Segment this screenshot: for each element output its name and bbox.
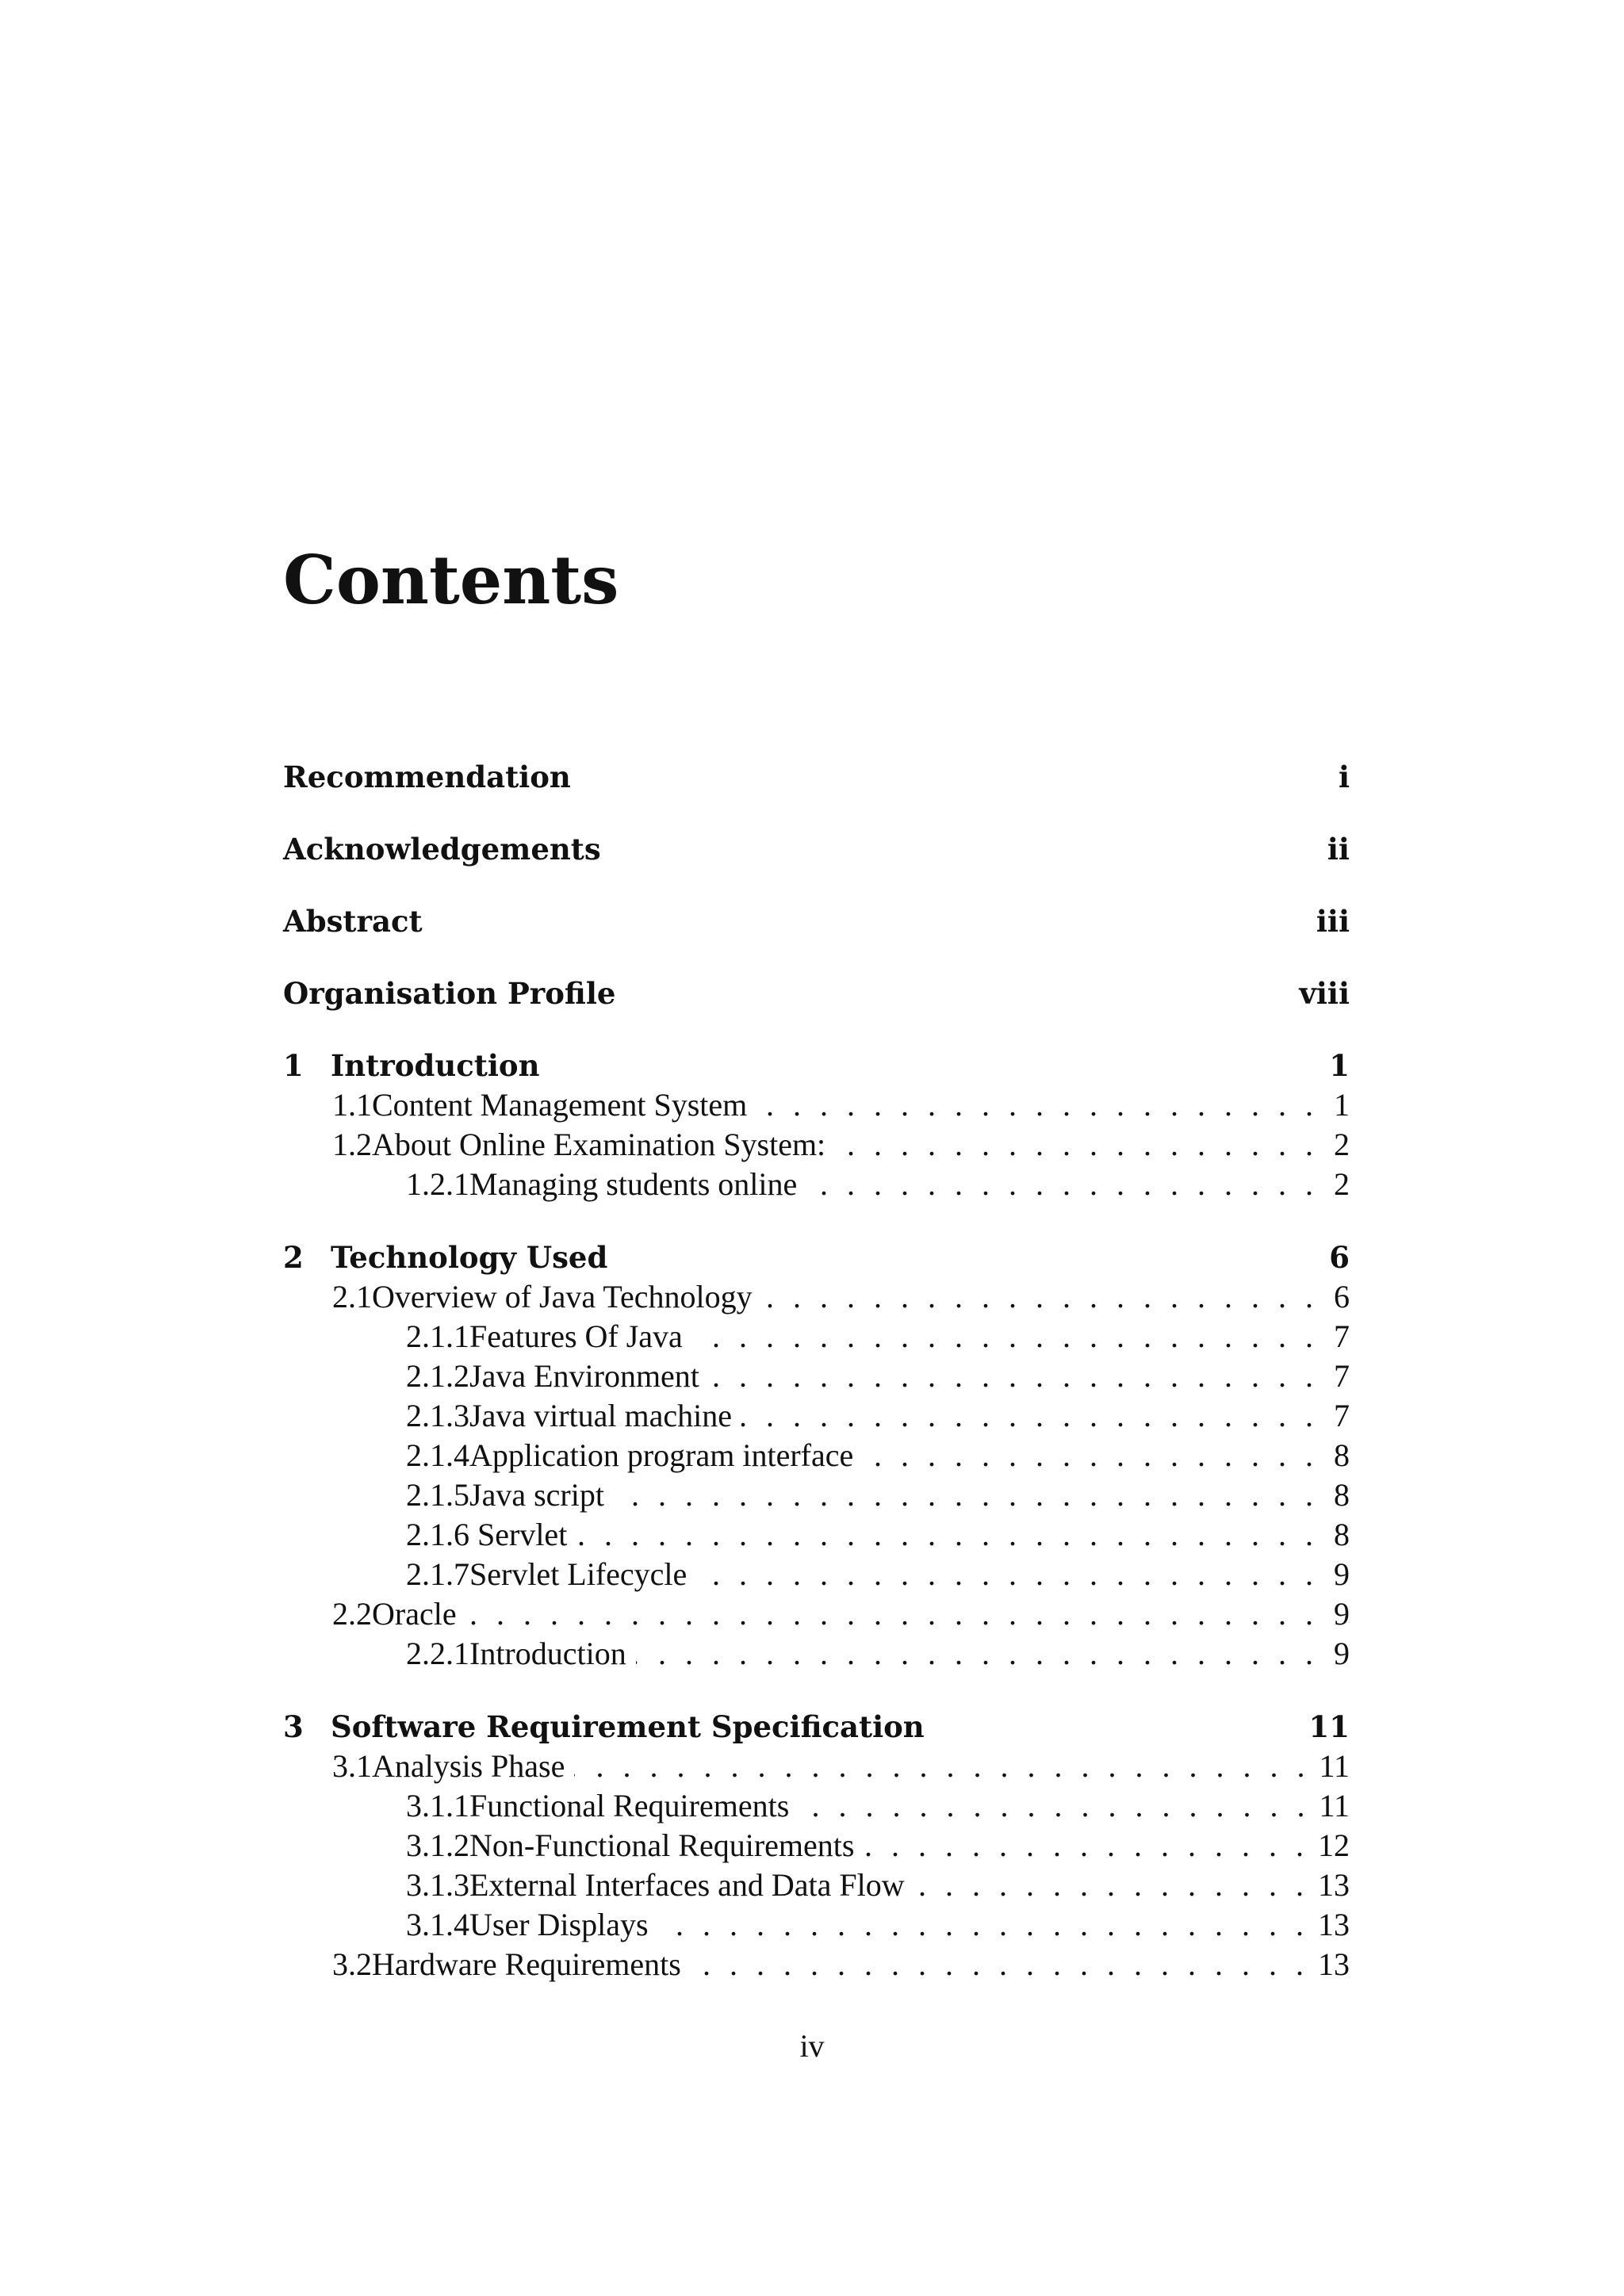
toc-chapter-number: 1	[283, 1048, 304, 1083]
toc-entry-number: 3.2	[332, 1946, 372, 1982]
page-title: Contents	[283, 541, 619, 619]
toc-entry-number: 3.1	[332, 1748, 372, 1784]
toc-entry-page: ii	[1327, 832, 1350, 867]
toc-entry-recommendation[interactable]	[283, 757, 1350, 797]
toc-entry-organisation-profile[interactable]	[283, 974, 1350, 1013]
toc-entry-number: 2.1.7	[406, 1556, 469, 1592]
toc-entry-1-2-1[interactable]	[283, 1165, 1350, 1204]
toc-entry-number: 2.1.5	[406, 1477, 469, 1513]
toc-entry-number: 2.1.2	[406, 1358, 469, 1394]
toc-entry-title: About Online Examination System:	[372, 1127, 826, 1162]
toc-entry-2-1-1[interactable]	[283, 1317, 1350, 1357]
toc-entry-title: Oracle	[372, 1596, 457, 1632]
toc-entry-number: 3.1.1	[406, 1788, 469, 1823]
toc-entry-page: 9	[1334, 1556, 1350, 1592]
toc-entry-abstract[interactable]	[283, 901, 1350, 941]
toc-entry-3-1[interactable]	[283, 1747, 1350, 1786]
toc-entry-title: Hardware Requirements	[372, 1946, 681, 1982]
toc-entry-title: Content Management System	[372, 1087, 748, 1123]
toc-leader-dots	[864, 1826, 1304, 1866]
toc-entry-2-1-5[interactable]	[283, 1475, 1350, 1515]
toc-entry-3-1-2[interactable]	[283, 1826, 1350, 1866]
toc-entry-number: 2.1.6	[406, 1517, 469, 1552]
toc-entry-2-2-1[interactable]	[283, 1634, 1350, 1674]
toc-entry-page: 6	[1334, 1279, 1350, 1314]
toc-entry-title: Servlet Lifecycle	[469, 1556, 688, 1592]
toc-entry-page: viii	[1299, 976, 1350, 1011]
toc-entry-number: 2.2	[332, 1596, 372, 1632]
toc-leader-dots	[636, 1634, 1313, 1674]
toc-entry-page: 13	[1318, 1867, 1350, 1903]
toc-entry-title: Recommendation	[283, 760, 571, 794]
toc-entry-page: 7	[1334, 1398, 1350, 1433]
toc-leader-dots	[466, 1594, 1313, 1634]
toc-entry-page: 13	[1318, 1907, 1350, 1942]
toc-leader-dots	[741, 1396, 1313, 1436]
toc-entry-title: Acknowledgements	[283, 832, 601, 867]
toc-entry-3-1-3[interactable]	[283, 1866, 1350, 1905]
toc-entry-3-2[interactable]	[283, 1945, 1350, 1984]
toc-entry-number: 1.1	[332, 1087, 372, 1123]
toc-entry-1-1[interactable]	[283, 1085, 1350, 1125]
toc-leader-dots	[574, 1747, 1304, 1786]
toc-chapter-1[interactable]	[283, 1046, 1350, 1085]
toc-chapter-title: Introduction	[331, 1048, 540, 1083]
toc-entry-page: 8	[1334, 1477, 1350, 1513]
toc-entry-2-2[interactable]	[283, 1594, 1350, 1634]
toc-chapter-2[interactable]	[283, 1238, 1350, 1277]
toc-entry-2-1-2[interactable]	[283, 1357, 1350, 1396]
toc-entry-page: 11	[1319, 1748, 1350, 1784]
toc-entry-page: 7	[1334, 1358, 1350, 1394]
toc-entry-title: Java Environment	[469, 1358, 699, 1394]
toc-leader-dots	[756, 1085, 1313, 1125]
toc-entry-1-2[interactable]	[283, 1125, 1350, 1165]
toc-entry-number: 2.1.4	[406, 1437, 469, 1473]
toc-entry-page: 2	[1334, 1166, 1350, 1202]
toc-leader-dots	[709, 1357, 1313, 1396]
toc-chapter-number: 3	[283, 1709, 304, 1744]
toc-entry-title: Overview of Java Technology	[372, 1279, 753, 1314]
toc-entry-page: iii	[1316, 904, 1350, 939]
toc-leader-dots	[914, 1866, 1304, 1905]
toc-entry-page: 9	[1334, 1596, 1350, 1632]
toc-chapter-3[interactable]	[283, 1707, 1350, 1747]
toc-entry-number: 1.2	[332, 1127, 372, 1162]
toc-leader-dots	[863, 1436, 1313, 1475]
toc-entry-page: 9	[1334, 1636, 1350, 1671]
toc-chapter-number: 2	[283, 1240, 304, 1275]
toc-entry-2-1-7[interactable]	[283, 1555, 1350, 1594]
toc-entry-number: 3.1.2	[406, 1827, 469, 1863]
toc-entry-page: 11	[1319, 1788, 1350, 1823]
page-number: iv	[799, 2028, 825, 2064]
toc-entry-2-1-4[interactable]	[283, 1436, 1350, 1475]
toc-entry-number: 2.2.1	[406, 1636, 469, 1671]
toc-chapter-page: 6	[1329, 1240, 1350, 1275]
toc-leader-dots	[799, 1786, 1304, 1826]
toc-entry-title: Servlet	[469, 1517, 568, 1552]
toc-entry-number: 2.1.1	[406, 1318, 469, 1354]
toc-entry-page: 8	[1334, 1437, 1350, 1473]
toc-entry-page: 7	[1334, 1318, 1350, 1354]
toc-entry-title: Analysis Phase	[372, 1748, 565, 1784]
toc-entry-number: 3.1.4	[406, 1907, 469, 1942]
toc-entry-page: 1	[1334, 1087, 1350, 1123]
toc-entry-acknowledgements[interactable]	[283, 829, 1350, 869]
toc-entry-number: 1.2.1	[406, 1166, 469, 1202]
toc-entry-page: 8	[1334, 1517, 1350, 1552]
toc-chapter-title: Technology Used	[331, 1240, 608, 1275]
toc-entry-number: 3.1.3	[406, 1867, 469, 1903]
toc-entry-number: 2.1	[332, 1279, 372, 1314]
toc-chapter-title: Software Requirement Specification	[331, 1709, 925, 1744]
toc-leader-dots	[806, 1165, 1313, 1204]
toc-entry-number: 2.1.3	[406, 1398, 469, 1433]
toc-entry-title: Non-Functional Requirements	[469, 1827, 855, 1863]
toc-entry-title: Features Of Java	[469, 1318, 683, 1354]
toc-entry-title: Java script	[469, 1477, 604, 1513]
toc-entry-page: i	[1338, 760, 1350, 794]
toc-entry-2-1[interactable]	[283, 1277, 1350, 1317]
toc-entry-title: Introduction	[469, 1636, 626, 1671]
toc-entry-2-1-6[interactable]	[283, 1515, 1350, 1555]
toc-leader-dots	[614, 1475, 1313, 1515]
toc-chapter-page: 11	[1308, 1709, 1350, 1744]
toc-entry-title: Functional Requirements	[469, 1788, 790, 1823]
toc-leader-dots	[691, 1945, 1304, 1984]
toc-entry-title: Abstract	[283, 904, 423, 939]
toc-entry-2-1-3[interactable]	[283, 1396, 1350, 1436]
toc-entry-title: Java virtual machine	[469, 1398, 732, 1433]
toc-entry-page: 2	[1334, 1127, 1350, 1162]
toc-leader-dots	[696, 1555, 1313, 1594]
toc-leader-dots	[576, 1515, 1313, 1555]
toc-leader-dots	[762, 1277, 1313, 1317]
toc-leader-dots	[835, 1125, 1313, 1165]
toc-entry-3-1-1[interactable]	[283, 1786, 1350, 1826]
toc-entry-title: Managing students online	[469, 1166, 798, 1202]
toc-entry-title: External Interfaces and Data Flow	[469, 1867, 905, 1903]
toc-entry-3-1-4[interactable]	[283, 1905, 1350, 1945]
toc-entry-title: Application program interface	[469, 1437, 854, 1473]
toc-entry-page: 12	[1318, 1827, 1350, 1863]
toc-entry-title: Organisation Profile	[283, 976, 616, 1011]
toc-leader-dots	[658, 1905, 1304, 1945]
toc-leader-dots	[692, 1317, 1313, 1357]
toc-entry-page: 13	[1318, 1946, 1350, 1982]
toc-entry-title: User Displays	[469, 1907, 649, 1942]
toc-chapter-page: 1	[1329, 1048, 1350, 1083]
